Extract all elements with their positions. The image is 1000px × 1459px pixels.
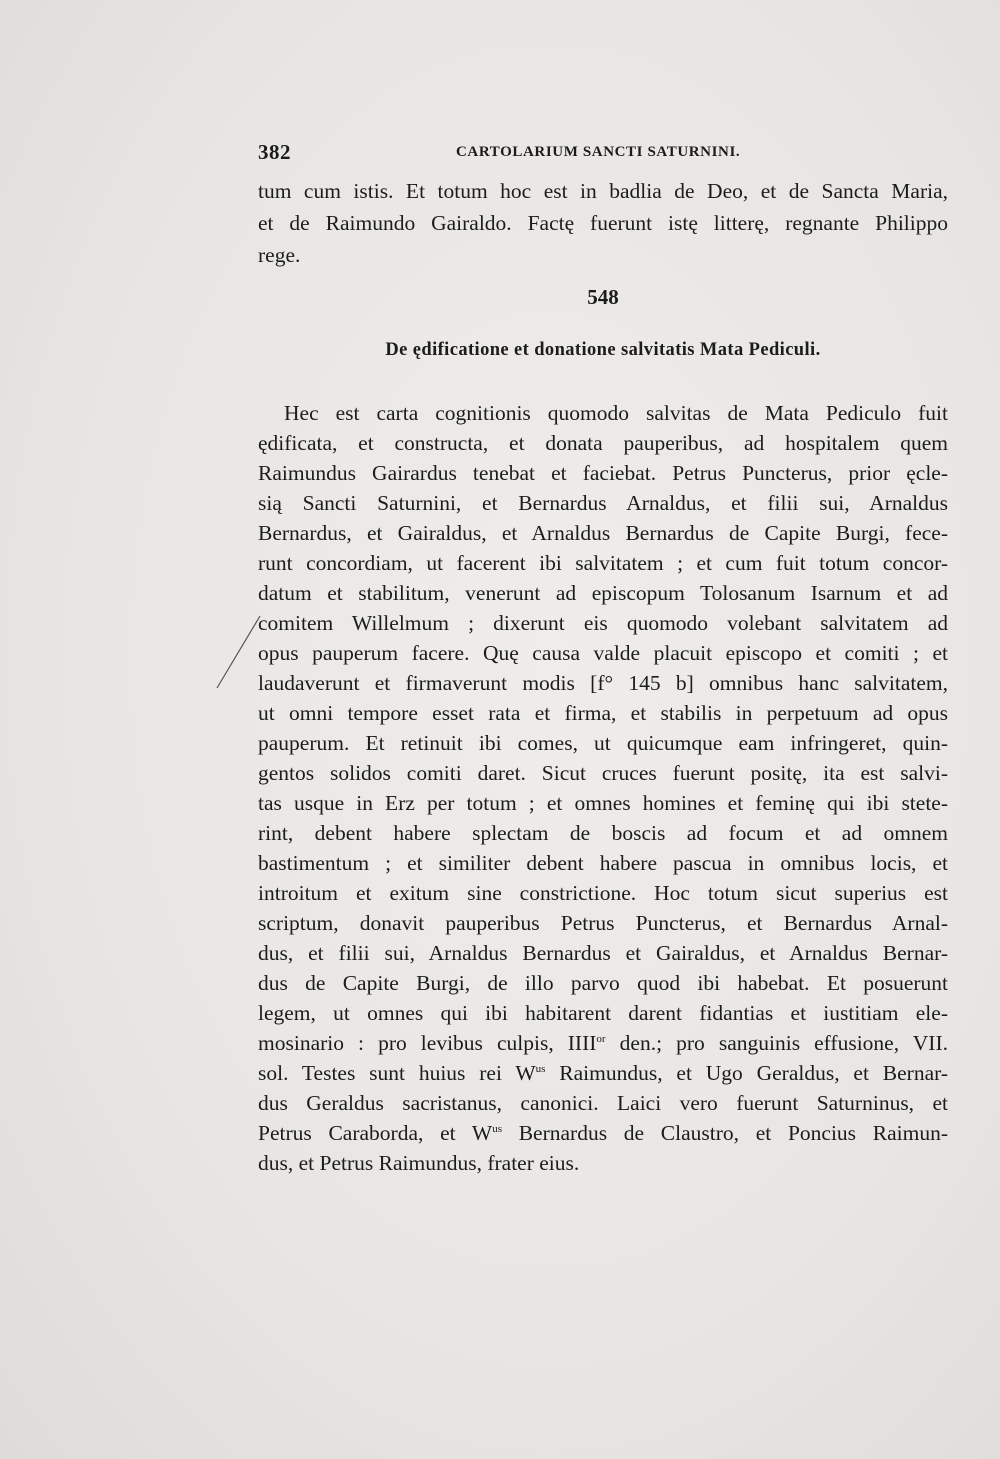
text-line: ut omni tempore esset rata et firma, et stabilis in perpetuum ad opus (258, 701, 948, 725)
charter-title: De ędificatione et donatione salvitatis Mata Pediculi. (385, 340, 821, 360)
text-line: datum et stabilitum, venerunt ad episcopum Tolosanum Isarnum et ad (258, 581, 948, 605)
text-line: pauperum. Et retinuit ibi comes, ut quicumque eam infringeret, quin- (258, 731, 948, 755)
text-segment: Petrus Caraborda, et W (258, 1121, 493, 1145)
text-line: Raimundus Gairardus tenebat et faciebat. Petrus Puncterus, prior ęcle- (258, 461, 948, 485)
text-line: tum cum istis. Et totum hoc est in badlia de Deo, et de Sancta Maria, (258, 179, 948, 203)
text-line: rint, debent habere splectam de boscis ad focum et ad omnem (258, 821, 948, 845)
text-line: tas usque in Erz per totum ; et omnes homines et feminę qui ibi stete- (258, 791, 948, 815)
text-line (258, 1058, 948, 1088)
text-line: dus Geraldus sacristanus, canonici. Laici vero fuerunt Saturninus, et (258, 1091, 948, 1115)
text-line (258, 1118, 948, 1148)
page-number: 382 (258, 140, 291, 164)
charter-number: 548 (587, 285, 619, 309)
text-segment: mosinario : pro levibus culpis, IIII (258, 1031, 597, 1055)
text-line: introitum et exitum sine constrictione. Hoc totum sicut superius est (258, 881, 948, 905)
text-line: gentos solidos comiti daret. Sicut cruces fuerunt positę, ita est salvi- (258, 761, 948, 785)
text-line: Hec est carta cognitionis quomodo salvitas de Mata Pediculo fuit (284, 401, 948, 425)
text-line: sią Sancti Saturnini, et Bernardus Arnaldus, et filii sui, Arnaldus (258, 491, 948, 515)
superscript: or (596, 1033, 606, 1045)
text-line (258, 1028, 948, 1058)
page-header (258, 140, 948, 172)
text-line: bastimentum ; et similiter debent habere pascua in omnibus locis, et (258, 851, 948, 875)
text-line: dus, et filii sui, Arnaldus Bernardus et Gairaldus, et Arnaldus Bernar- (258, 941, 948, 965)
text-line: ędificata, et constructa, et donata pauperibus, ad hospitalem quem (258, 431, 948, 455)
text-line: runt concordiam, ut facerent ibi salvitatem ; et cum fuit totum concor- (258, 551, 948, 575)
text-line: opus pauperum facere. Quę causa valde placuit episcopo et comiti ; et (258, 641, 948, 665)
superscript: us (535, 1063, 546, 1075)
text-line: dus de Capite Burgi, de illo parvo quod ibi habebat. Et posuerunt (258, 971, 948, 995)
text-line: scriptum, donavit pauperibus Petrus Puncterus, et Bernardus Arnal- (258, 911, 948, 935)
text-segment: sol. Testes sunt huius rei W (258, 1061, 536, 1085)
text-line: laudaverunt et firmaverunt modis [f° 145 b] omnibus hanc salvitatem, (258, 671, 948, 695)
text-line: legem, ut omnes qui ibi habitarent darent fidantias et iustitiam ele- (258, 1001, 948, 1025)
text-segment: den.; pro sanguinis effusione, VII. (605, 1031, 948, 1055)
text-line: et de Raimundo Gairaldo. Factę fuerunt istę litterę, regnante Philippo (258, 211, 948, 235)
text-line: comitem Willelmum ; dixerunt eis quomodo volebant salvitatem ad (258, 611, 948, 635)
text-line: dus, et Petrus Raimundus, frater eius. (258, 1151, 580, 1175)
text-segment: Raimundus, et Ugo Geraldus, et Bernar- (545, 1061, 948, 1085)
running-title: CARTOLARIUM SANCTI SATURNINI. (456, 144, 741, 160)
text-line: rege. (258, 243, 301, 267)
superscript: us (492, 1123, 502, 1135)
text-line: Bernardus, et Gairaldus, et Arnaldus Bernardus de Capite Burgi, fece- (258, 521, 948, 545)
pencil-mark (214, 614, 264, 690)
text-segment: Bernardus de Claustro, et Poncius Raimun- (502, 1121, 948, 1145)
